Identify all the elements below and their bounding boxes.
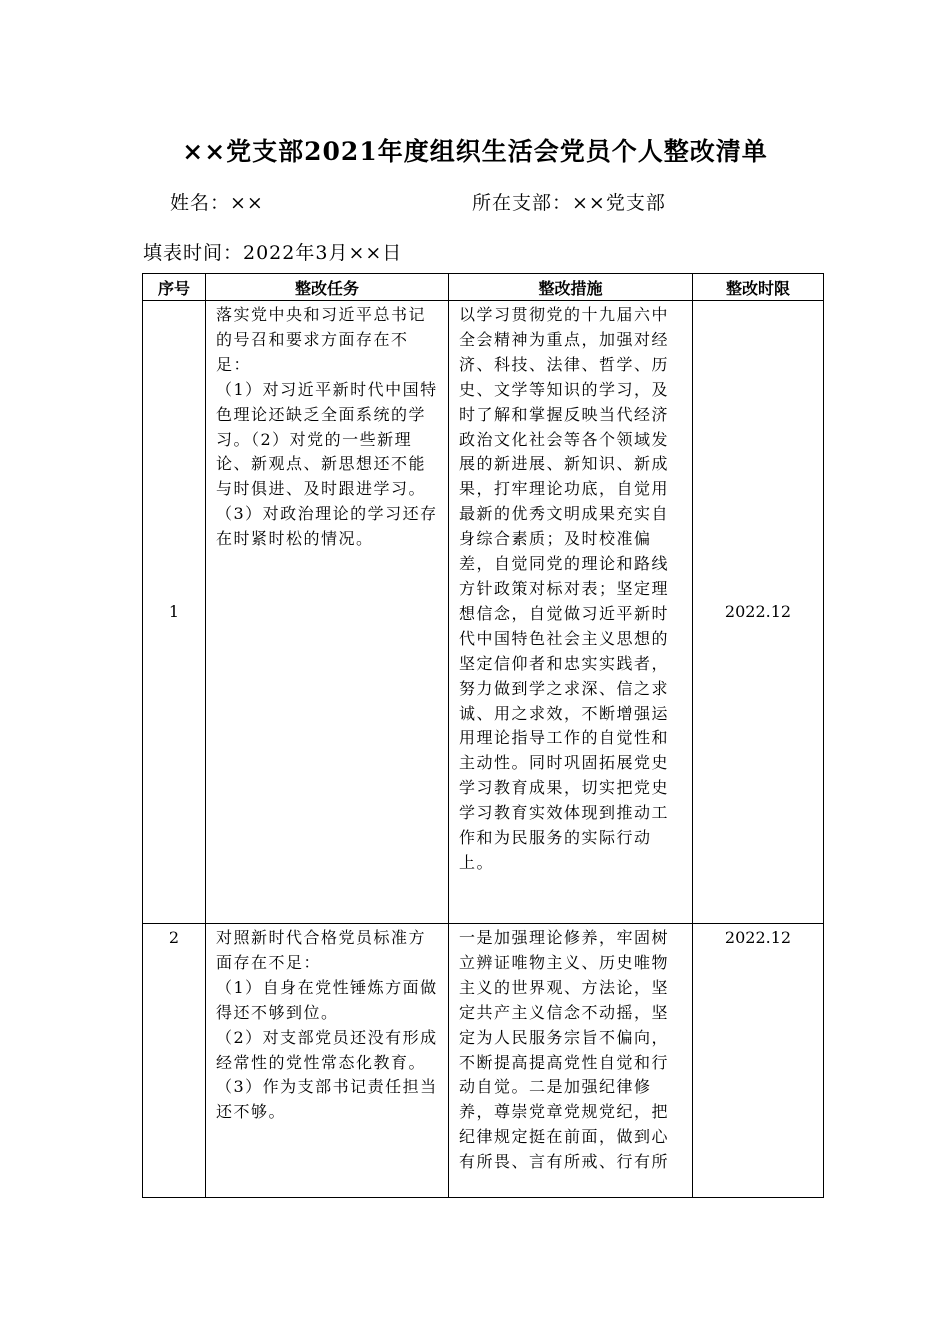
table-row [143,924,824,1198]
header-seq: 序号 [143,274,206,301]
task-line: （3）作为支部书记责任担当还不够。 [216,1077,438,1122]
row-seq: 1 [143,301,206,924]
row-measures: 一是加强理论修养，牢固树立辨证唯物主义、历史唯物主义的世界观、方法论，坚定共产主义信念不动摇，坚定为人民服务宗旨不偏向，不断提高提高党性自觉和行动自觉。二是加强纪律修养，尊崇党章党规党纪，把纪律规定挺在前面，做到心有所畏、言有所戒、行有所 [449,924,693,1198]
task-line: （1）自身在党性锤炼方面做得还不够到位。 [216,977,438,1022]
task-line: （3）对政治理论的学习还存在时紧时松的情况。 [216,504,438,549]
task-line: 对照新时代合格党员标准方面存在不足： [216,928,427,972]
task-line: 落实党中央和习近平总书记的号召和要求方面存在不足： [216,305,427,374]
name-line: 姓名：×× [170,192,264,214]
task-line: （2）对支部党员还没有形成经常性的党性常态化教育。 [216,1027,438,1072]
table-header-row [143,274,824,301]
row-deadline: 2022.12 [693,301,824,924]
task-line: （1）对习近平新时代中国特色理论还缺乏全面系统的学习。（2）对党的一些新理论、新观点、新思想还不能与时俱进、及时跟进学习。 [216,379,438,499]
date-line: 填表时间：2022年3月××日 [143,242,403,264]
row-task [206,301,449,924]
row-measures: 以学习贯彻党的十九届六中全会精神为重点，加强对经济、科技、法律、哲学、历史、文学等知识的学习，及时了解和掌握反映当代经济政治文化社会等各个领域发展的新进展、新知识、新成果，打牢理论功底，自觉用最新的优秀文明成果充实自身综合素质；及时校准偏差，自觉同党的理论和路线方针政策对标对表；坚定理想信念，自觉做习近平新时代中国特色社会主义思想的坚定信仰者和忠实实践者，努力做到学之求深、信之求诚、用之求效，不断增强运用理论指导工作的自觉性和主动性。同时巩固拓展党史学习教育成果，切实把党史学习教育实效体现到推动工作和为民服务的实际行动上。 [449,301,693,924]
branch-line: 所在支部：××党支部 [472,192,666,214]
rectification-table [142,273,824,1198]
table-row [143,301,824,924]
row-task [206,924,449,1198]
document-title: ××党支部2021年度组织生活会党员个人整改清单 [182,137,768,166]
header-measures: 整改措施 [449,274,693,301]
header-task: 整改任务 [206,274,449,301]
row-seq: 2 [143,924,206,1198]
row-deadline: 2022.12 [693,924,824,1198]
header-deadline: 整改时限 [693,274,824,301]
